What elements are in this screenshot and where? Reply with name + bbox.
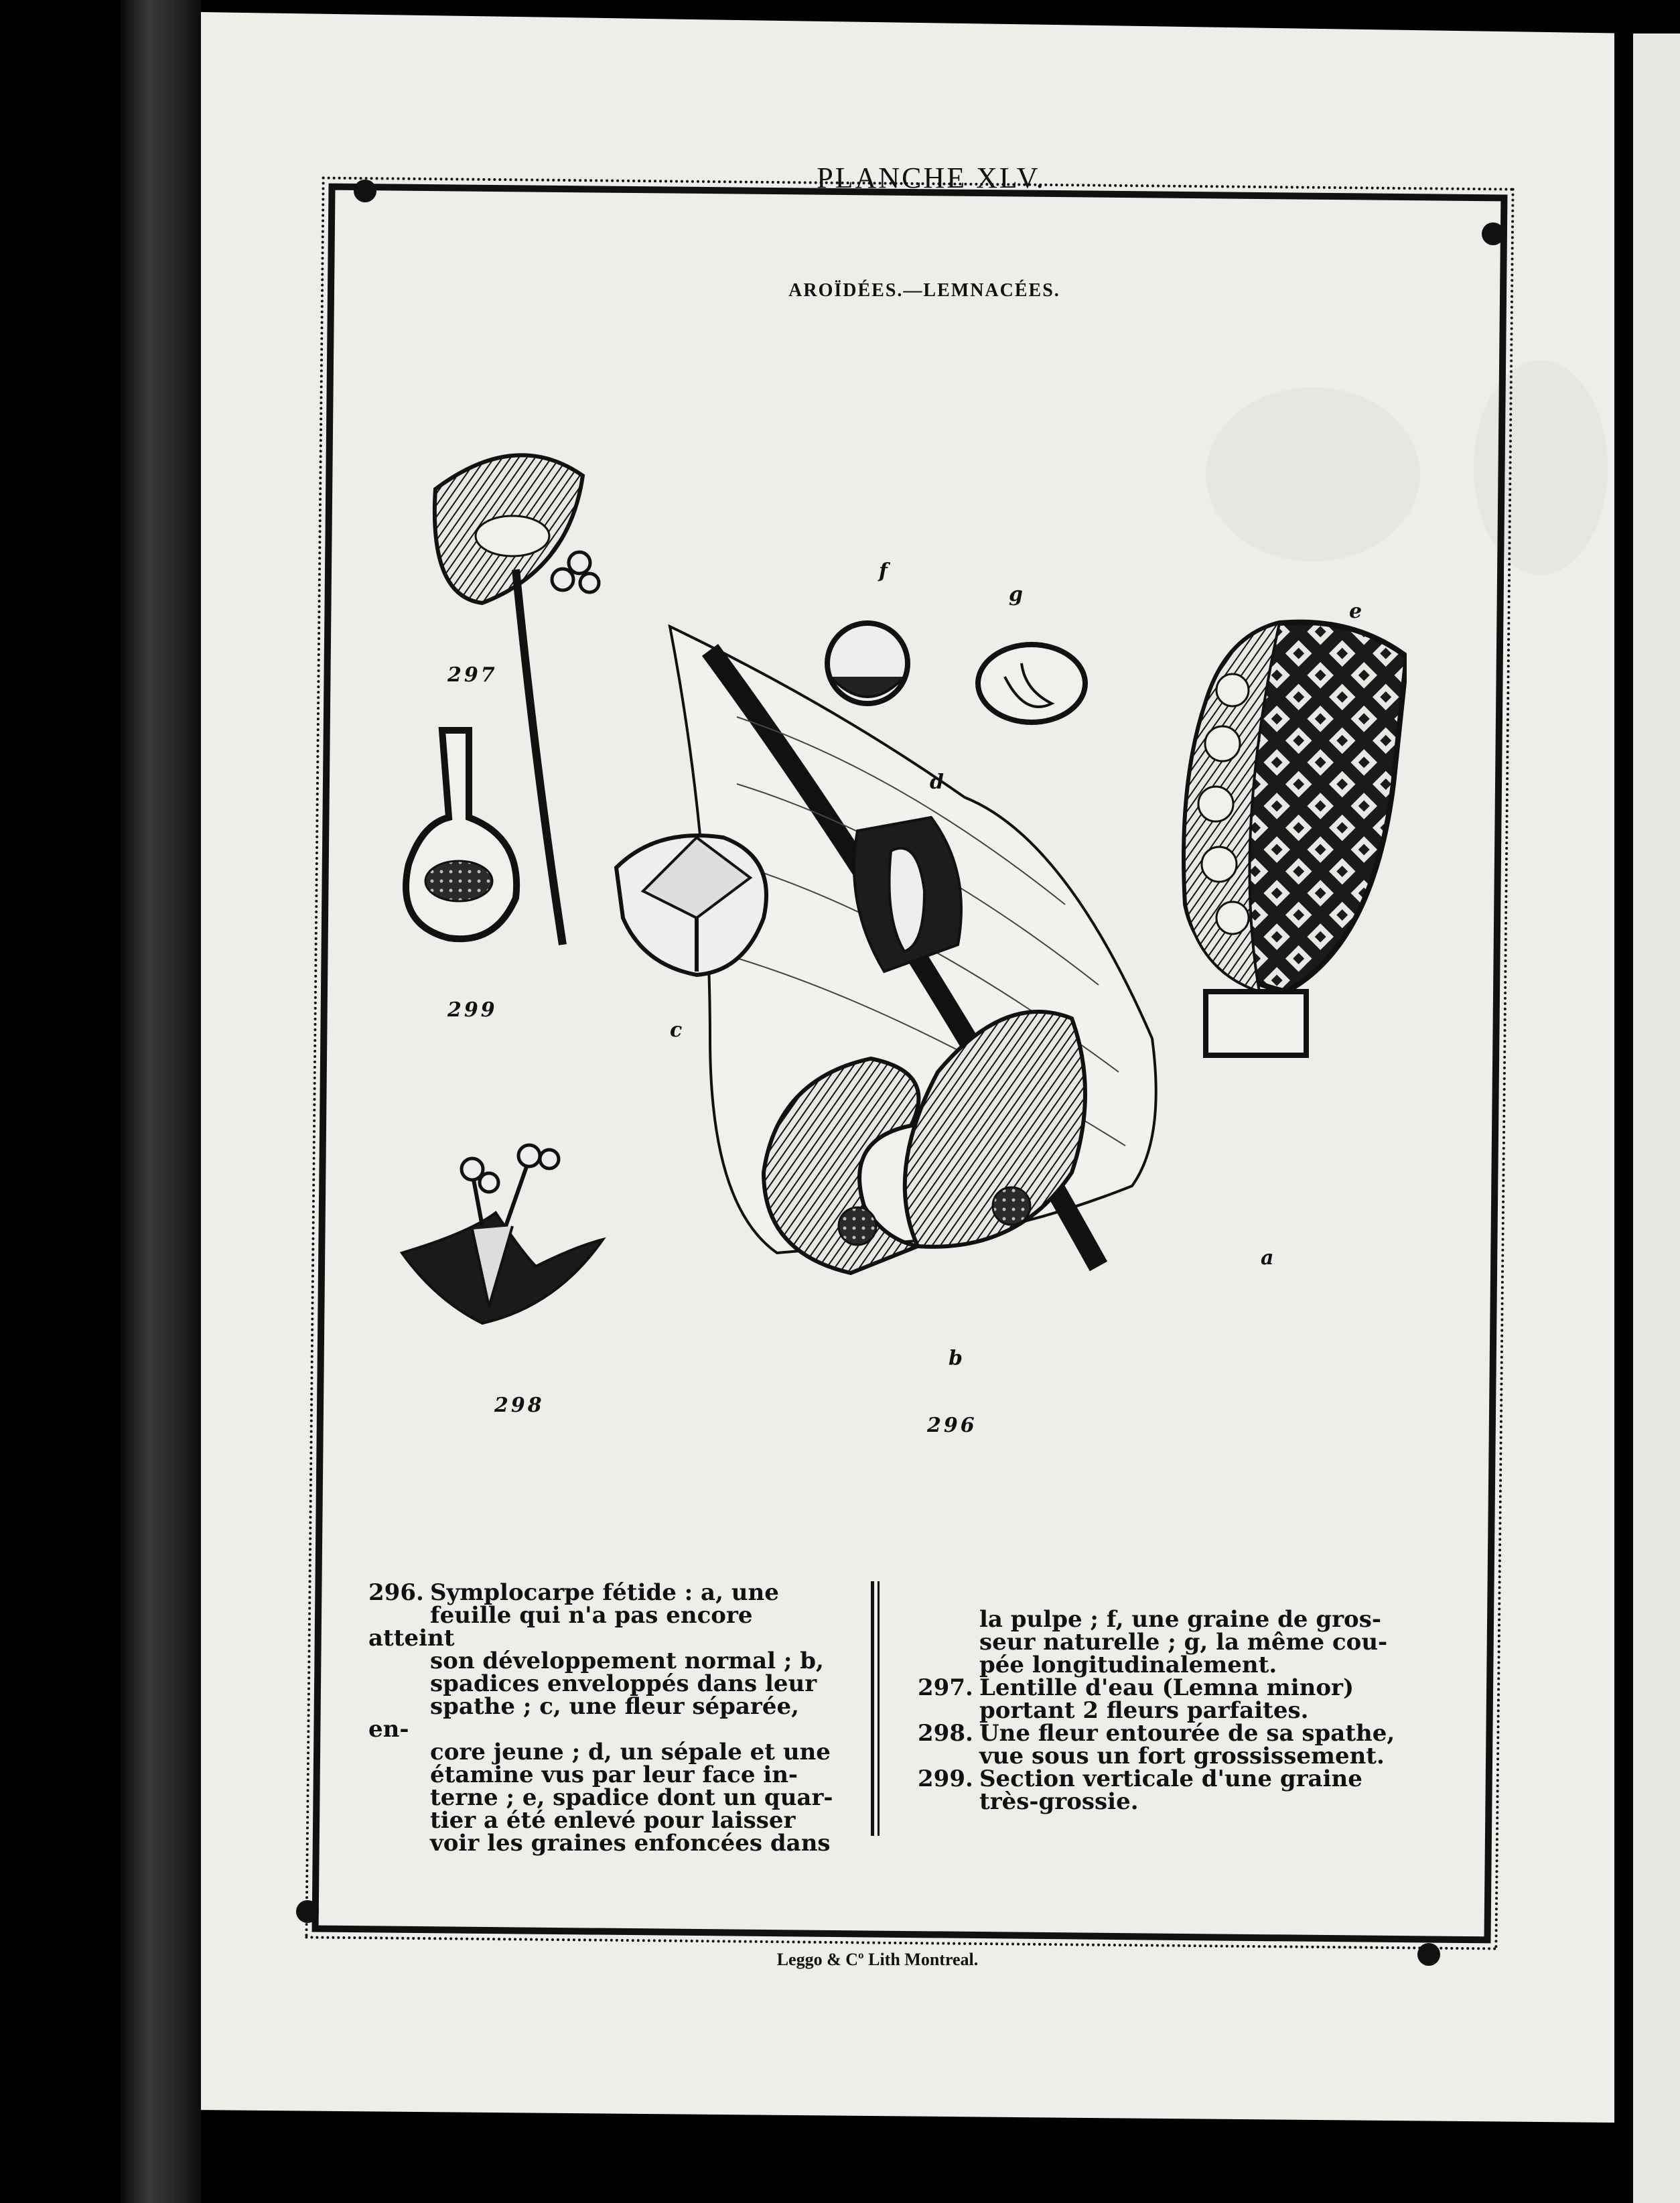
caption-line: très-grossie. <box>979 1788 1139 1815</box>
caption-line: 297. Lentille d'eau (Lemna minor) <box>918 1674 1354 1701</box>
caption-line: étamine vus par leur face in- <box>430 1761 798 1788</box>
frame-corner-ornament <box>1482 222 1504 245</box>
caption-line: spadices enveloppés dans leur <box>430 1670 817 1697</box>
caption-right-column <box>918 1608 1454 1813</box>
figure-g-seed-section <box>978 645 1085 722</box>
caption-line: 299. Section verticale d'une graine <box>918 1765 1362 1792</box>
botanical-illustration <box>362 436 1407 1481</box>
figure-letter-e: e <box>1349 600 1365 623</box>
caption-left-column <box>368 1581 837 1855</box>
figure-letter-f: f <box>879 559 890 583</box>
column-divider <box>878 1581 880 1836</box>
caption-line: portant 2 fleurs parfaites. <box>979 1697 1309 1724</box>
caption-line: vue sous un fort grossissement. <box>979 1743 1385 1770</box>
caption-line: terne ; e, spadice dont un quar- <box>430 1784 833 1811</box>
figure-number-298: 298 <box>494 1394 545 1417</box>
figure-298-flower-spathe <box>402 1145 603 1323</box>
figure-number-299: 299 <box>447 998 498 1022</box>
caption-line: tier a été enlevé pour laisser <box>430 1807 796 1834</box>
figure-e-spadix <box>1184 622 1407 1055</box>
next-page-edge <box>1633 34 1680 2203</box>
figure-f-seed <box>827 623 908 704</box>
caption-line: 296. Symplocarpe fétide : a, une <box>368 1579 779 1606</box>
figure-299-seed-section <box>406 730 516 939</box>
frame-corner-ornament <box>1417 1943 1440 1966</box>
figure-letter-b: b <box>949 1347 965 1370</box>
book-spine <box>121 0 201 2203</box>
figure-letter-a: a <box>1261 1246 1277 1270</box>
caption-line: la pulpe ; f, une graine de gros- <box>979 1606 1381 1633</box>
caption-line: core jeune ; d, un sépale et une <box>430 1739 831 1765</box>
figure-number-296: 296 <box>927 1414 977 1437</box>
frame-corner-ornament <box>354 180 376 202</box>
figure-number-297: 297 <box>447 663 498 687</box>
caption-line: feuille qui n'a pas encore atteint <box>368 1602 753 1652</box>
figure-letter-d: d <box>930 771 947 794</box>
frame-corner-ornament <box>296 1900 319 1923</box>
figure-letter-c: c <box>670 1018 685 1042</box>
printer-imprint: Leggo & Cº Lith Montreal. <box>776 1950 979 1969</box>
caption-line: pée longitudinalement. <box>979 1652 1277 1678</box>
plate-title: PLANCHE XLV. <box>817 161 1046 194</box>
figure-c-flower <box>616 836 766 975</box>
column-divider <box>871 1581 874 1836</box>
caption-line: son développement normal ; b, <box>430 1648 824 1674</box>
caption-line: seur naturelle ; g, la même cou- <box>979 1629 1388 1656</box>
figure-letter-g: g <box>1009 583 1026 606</box>
caption-line: 298. Une fleur entourée de sa spathe, <box>918 1720 1395 1747</box>
caption-line: voir les graines enfoncées dans <box>430 1830 831 1857</box>
caption-line: spathe ; c, une fleur séparée, en- <box>368 1693 799 1743</box>
family-title: AROÏDÉES.—LEMNACÉES. <box>788 280 1060 301</box>
